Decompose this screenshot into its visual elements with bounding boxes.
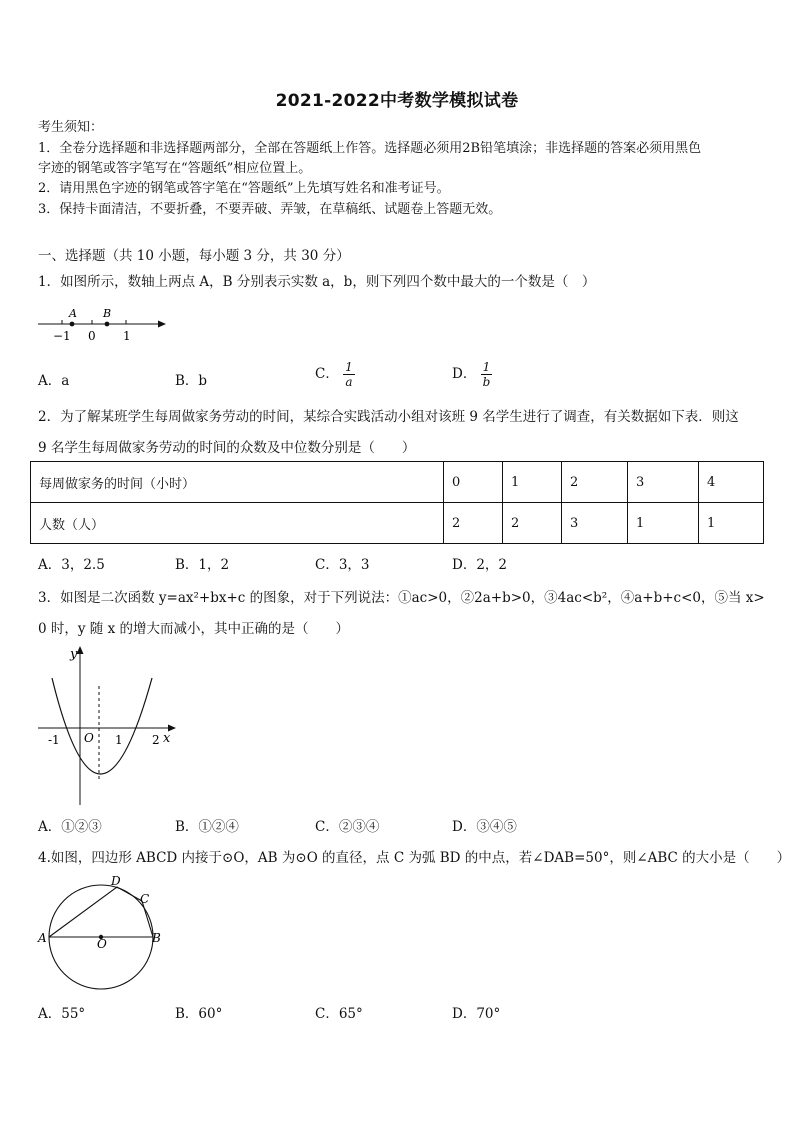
statement-4: a+b+c<0， xyxy=(634,590,715,606)
point-c-label: C xyxy=(140,892,150,906)
tick-label-1: 1 xyxy=(115,733,123,747)
statement-1-marker: ① xyxy=(398,590,412,606)
question-2-text-2: 9 名学生每周做家务劳动的时间的众数及中位数分别是（ ） xyxy=(38,440,416,456)
q4-option-c: C．65° xyxy=(315,1006,363,1022)
question-3-text-1 xyxy=(38,586,765,606)
question-3-text-2: 0 时，y 随 x 的增大而减小，其中正确的是（ ） xyxy=(38,621,349,637)
q2-option-b: B．1，2 xyxy=(175,557,230,573)
tick-label-1: 1 xyxy=(123,329,131,343)
section-heading: 一、选择题（共 10 小题，每小题 3 分，共 30 分） xyxy=(38,248,350,264)
parabola-graph xyxy=(34,640,184,810)
point-b-label: B xyxy=(152,931,161,945)
table-cell: 人数（人） xyxy=(31,503,444,544)
point-a xyxy=(70,322,75,327)
statement-3: 4ac<b²， xyxy=(557,590,621,606)
q3-intro: 3．如图是二次函数 y=ax²+bx+c 的图象，对于下列说法： xyxy=(38,590,399,606)
point-d-label: D xyxy=(111,874,121,888)
table-cell: 2 xyxy=(562,462,628,503)
q4-option-a: A．55° xyxy=(38,1006,86,1022)
q2-option-d: D．2，2 xyxy=(452,557,508,573)
notice-line-1a: 1．全卷分选择题和非选择题两部分，全部在答题纸上作答。选择题必须用2B铅笔填涂；非选择题的答案必须用黑色 xyxy=(38,141,702,156)
y-axis-label: y xyxy=(70,647,78,662)
q1-option-c xyxy=(315,360,355,389)
q4-option-d: D．70° xyxy=(452,1006,501,1022)
fraction-1-over-b: $\frac{1}{b}$ xyxy=(482,360,491,389)
label-a: A xyxy=(69,307,77,320)
table-cell: 3 xyxy=(562,503,628,544)
q3-option-a: A．①②③ xyxy=(38,819,102,835)
q1-option-a: A．a xyxy=(38,373,70,389)
statement-4-marker: ④ xyxy=(620,590,635,606)
statement-5-marker: ⑤ xyxy=(714,590,728,606)
origin-label: O xyxy=(84,731,94,745)
table-cell: 1 xyxy=(503,462,562,503)
fraction-1-over-a: $\frac{1}{a}$ xyxy=(345,360,353,389)
tick-label-neg1: −1 xyxy=(53,329,71,343)
question-2-text-1: 2．为了解某班学生每周做家务劳动的时间，某综合实践活动小组对该班 9 名学生进行了调查，有关数据如下表．则这 xyxy=(38,409,739,425)
tick-label-0: 0 xyxy=(88,329,96,343)
statement-2: 2a+b>0， xyxy=(474,590,545,606)
center-o-label: O xyxy=(97,937,107,951)
notice-line-2: 2．请用黑色字迹的钢笔或答字笔在“答题纸”上先填写姓名和准考证号。 xyxy=(38,181,450,196)
notice-heading: 考生须知： xyxy=(38,120,104,135)
q3-option-c: C．②③④ xyxy=(315,819,380,835)
x-axis-label: x xyxy=(163,731,171,746)
notice-line-3: 3．保持卡面清洁，不要折叠，不要弄破、弄皱，在草稿纸、试题卷上答题无效。 xyxy=(38,202,502,217)
number-line-figure xyxy=(36,304,168,346)
table-cell: 0 xyxy=(444,462,503,503)
table-row xyxy=(31,503,764,544)
tick-label-neg1: -1 xyxy=(48,733,60,747)
point-b xyxy=(105,322,110,327)
point-a-label: A xyxy=(38,931,47,945)
circle-quadrilateral-figure xyxy=(34,868,166,992)
label-b: B xyxy=(103,307,112,320)
tick-label-2: 2 xyxy=(152,733,160,747)
q2-option-a: A．3，2.5 xyxy=(38,557,105,573)
notice-line-1b: 字迹的钢笔或答字笔写在“答题纸”相应位置上。 xyxy=(38,161,312,176)
table-cell: 2 xyxy=(444,503,503,544)
q4-option-b: B．60° xyxy=(175,1006,223,1022)
statement-1: ac>0， xyxy=(411,590,461,606)
page-title: 2021-2022中考数学模拟试卷 xyxy=(275,91,519,111)
q1-option-d xyxy=(452,360,492,389)
table-row xyxy=(31,462,764,503)
statement-3-marker: ③ xyxy=(544,590,558,606)
table-cell: 3 xyxy=(628,462,699,503)
question-4-text: 4.如图，四边形 ABCD 内接于⊙O，AB 为⊙O 的直径，点 C 为弧 BD 的中点，若∠DAB=50°，则∠ABC 的大小是（ ） xyxy=(38,850,791,866)
table-cell: 1 xyxy=(699,503,764,544)
q3-option-d: D．③④⑤ xyxy=(452,819,517,835)
table-cell: 4 xyxy=(699,462,764,503)
question-1-text: 1．如图所示，数轴上两点 A，B 分别表示实数 a，b，则下列四个数中最大的一个数是（ ） xyxy=(38,274,596,290)
statement-5: 当 x> xyxy=(728,590,765,606)
q2-option-c: C．3，3 xyxy=(315,557,370,573)
housework-table xyxy=(30,461,764,544)
table-cell: 2 xyxy=(503,503,562,544)
q1-option-b: B．b xyxy=(175,373,208,389)
table-cell: 1 xyxy=(628,503,699,544)
table-cell: 每周做家务的时间（小时） xyxy=(31,462,444,503)
q3-option-b: B．①②④ xyxy=(175,819,239,835)
parabola-curve xyxy=(52,678,152,774)
statement-2-marker: ② xyxy=(460,590,475,606)
q1-option-d-label: D． xyxy=(452,366,477,382)
q1-option-c-label: C． xyxy=(315,366,339,382)
